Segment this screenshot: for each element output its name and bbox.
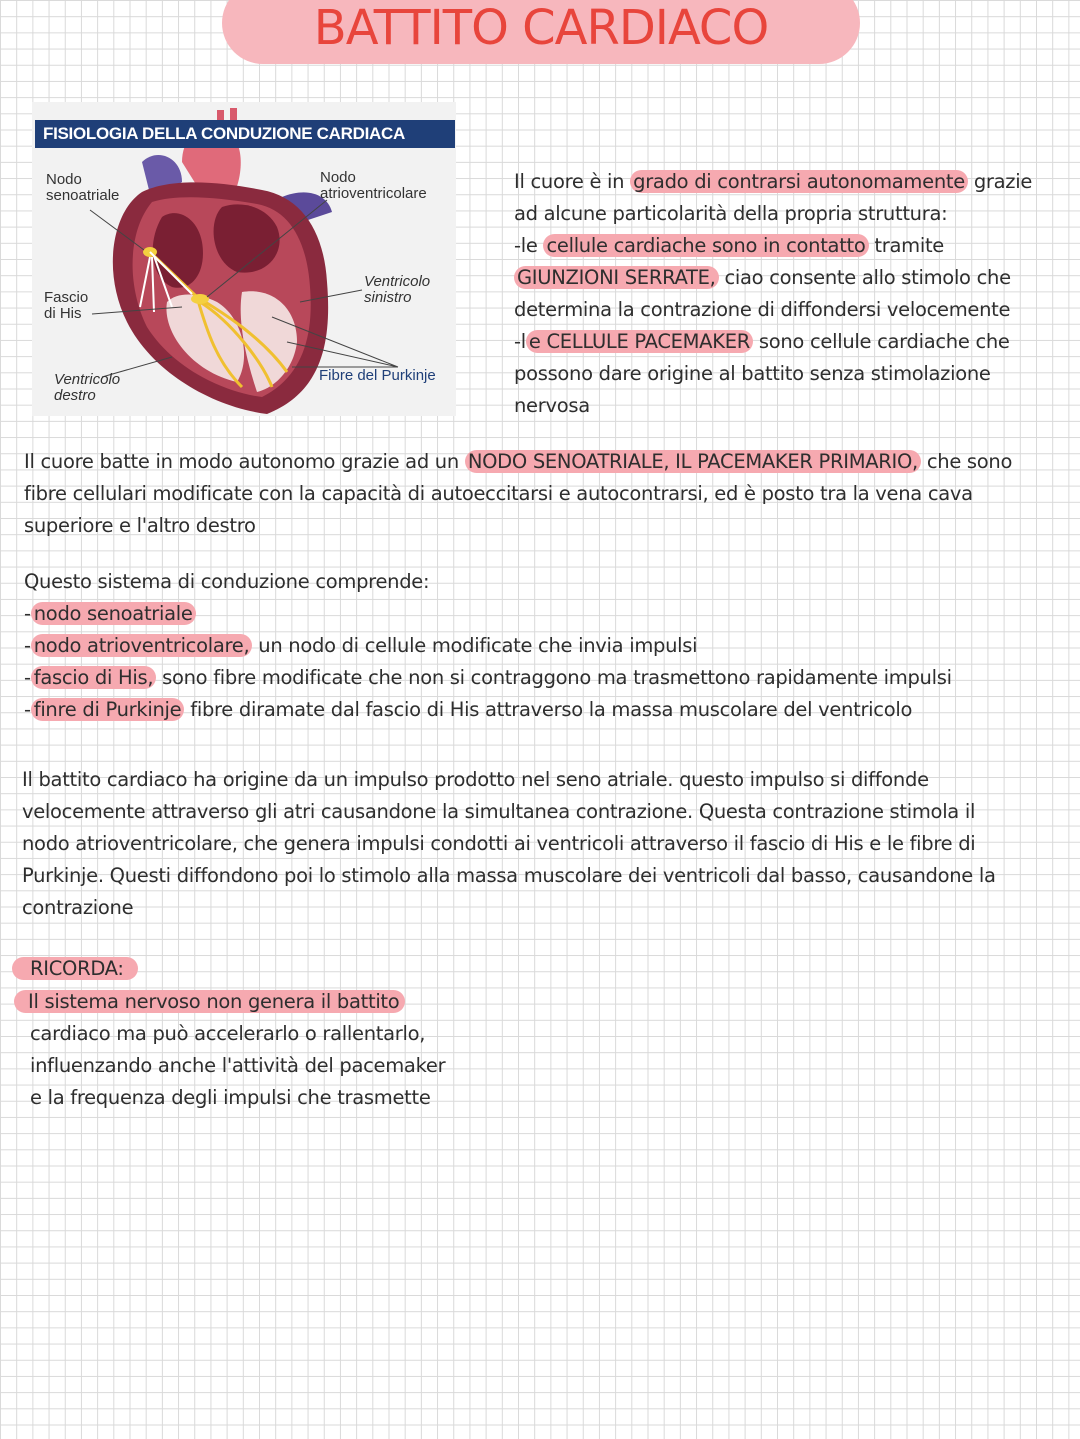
remember-line-4: e la frequenza degli impulsi che trasmette — [30, 1086, 431, 1109]
text-span: grazie — [967, 170, 1033, 193]
text-span: Il cuore batte in modo autonomo grazie ad un — [24, 450, 465, 473]
label-line: senoatriale — [46, 187, 120, 204]
intro-line-7: possono dare origine al battito senza stimolazione — [514, 362, 991, 385]
highlight-span: finre di Purkinje — [31, 698, 185, 721]
remember-line-3: influenzando anche l'attività del pacemaker — [30, 1054, 446, 1077]
label-line: Nodo — [46, 171, 82, 188]
intro-line-4 — [514, 262, 1011, 294]
label-line: destro — [54, 387, 96, 404]
av-node-marker — [191, 294, 209, 304]
highlight-span: cellule cardiache sono in contatto — [543, 234, 868, 257]
text-span: tramite — [868, 234, 944, 257]
text-span: ciao consente allo stimolo che — [718, 266, 1011, 289]
text-span: - — [24, 602, 31, 625]
label-line: di His — [44, 305, 82, 322]
intro-line-5: determina la contrazione di diffondersi velocemente — [514, 298, 1011, 321]
para2-line-5: contrazione — [22, 896, 134, 919]
figure-title: FISIOLOGIA DELLA CONDUZIONE CARDIACA — [35, 120, 455, 148]
para2-line-4: Purkinje. Questi diffondono poi lo stimolo alla massa muscolare dei ventricoli dal basso, causandone la — [22, 864, 996, 887]
remember-line-1 — [14, 986, 405, 1018]
text-span: sono cellule cardiache che — [752, 330, 1010, 353]
intro-line-1 — [514, 166, 1032, 198]
list-item — [24, 630, 697, 662]
highlight-span: GIUNZIONI SERRATE, — [514, 266, 719, 289]
list-item — [24, 598, 196, 630]
list-item — [24, 662, 952, 694]
para1-line-3: superiore e l'altro destro — [24, 514, 256, 537]
para2-line-1: Il battito cardiaco ha origine da un impulso prodotto nel seno atriale. questo impulso si diffonde — [22, 768, 929, 791]
label-line: Nodo — [320, 169, 356, 186]
text-span: -l — [514, 330, 526, 353]
label-fascio-his — [44, 290, 88, 322]
label-line: atrioventricolare — [320, 185, 427, 202]
highlight-span: e CELLULE PACEMAKER — [526, 330, 753, 353]
text-span: -le — [514, 234, 544, 257]
text-span: - — [24, 698, 31, 721]
label-fibre-purkinje: Fibre del Purkinje — [319, 367, 436, 384]
label-nodo-atrioventricolare — [320, 170, 427, 202]
remember-heading — [12, 953, 138, 985]
highlight-span: nodo senoatriale — [31, 602, 196, 625]
label-line: sinistro — [364, 289, 412, 306]
intro-line-2: ad alcune particolarità della propria struttura: — [514, 202, 948, 225]
highlight-span: NODO SENOATRIALE, IL PACEMAKER PRIMARIO, — [465, 450, 921, 473]
heart-conduction-figure — [32, 102, 456, 416]
label-line: Ventricolo — [364, 273, 431, 290]
para1-line-1 — [24, 446, 1012, 478]
highlight-span: fascio di His, — [31, 666, 156, 689]
page-title: BATTITO CARDIACO — [313, 0, 769, 56]
label-nodo-senoatriale — [46, 172, 119, 204]
list-item — [24, 694, 912, 726]
label-line: Ventricolo — [54, 371, 121, 388]
para2-line-3: nodo atrioventricolare, che genera impulsi condotti ai ventricoli attraverso il fascio di His e le fibre di — [22, 832, 976, 855]
list-intro: Questo sistema di conduzione comprende: — [24, 570, 430, 593]
highlight-span: grado di contrarsi autonomamente — [630, 170, 968, 193]
highlight-span: nodo atrioventricolare, — [31, 634, 253, 657]
intro-line-6 — [514, 326, 1010, 358]
text-span: - — [24, 666, 31, 689]
para1-line-2: fibre cellulari modificate con la capacità di autoeccitarsi e autocontrarsi, ed è posto tra la vena cava — [24, 482, 973, 505]
text-span: Il cuore è in — [514, 170, 631, 193]
highlight-span: Il sistema nervoso non genera il battito — [14, 990, 405, 1013]
intro-line-8: nervosa — [514, 394, 590, 417]
text-span: che sono — [920, 450, 1013, 473]
label-ventricolo-destro — [54, 372, 120, 404]
text-span: sono fibre modificate che non si contraggono ma trasmettono rapidamente impulsi — [156, 666, 952, 689]
label-ventricolo-sinistro — [364, 274, 430, 306]
text-span: - — [24, 634, 31, 657]
text-span: un nodo di cellule modificate che invia impulsi — [252, 634, 698, 657]
highlight-span: RICORDA: — [12, 957, 138, 980]
label-line: Fascio — [44, 289, 89, 306]
text-span: fibre diramate dal fascio di His attraverso la massa muscolare del ventricolo — [184, 698, 913, 721]
remember-line-2: cardiaco ma può accelerarlo o rallentarlo, — [30, 1022, 426, 1045]
intro-line-3 — [514, 230, 944, 262]
para2-line-2: velocemente attraverso gli atri causandone la simultanea contrazione. Questa contrazione stimola il — [22, 800, 976, 823]
